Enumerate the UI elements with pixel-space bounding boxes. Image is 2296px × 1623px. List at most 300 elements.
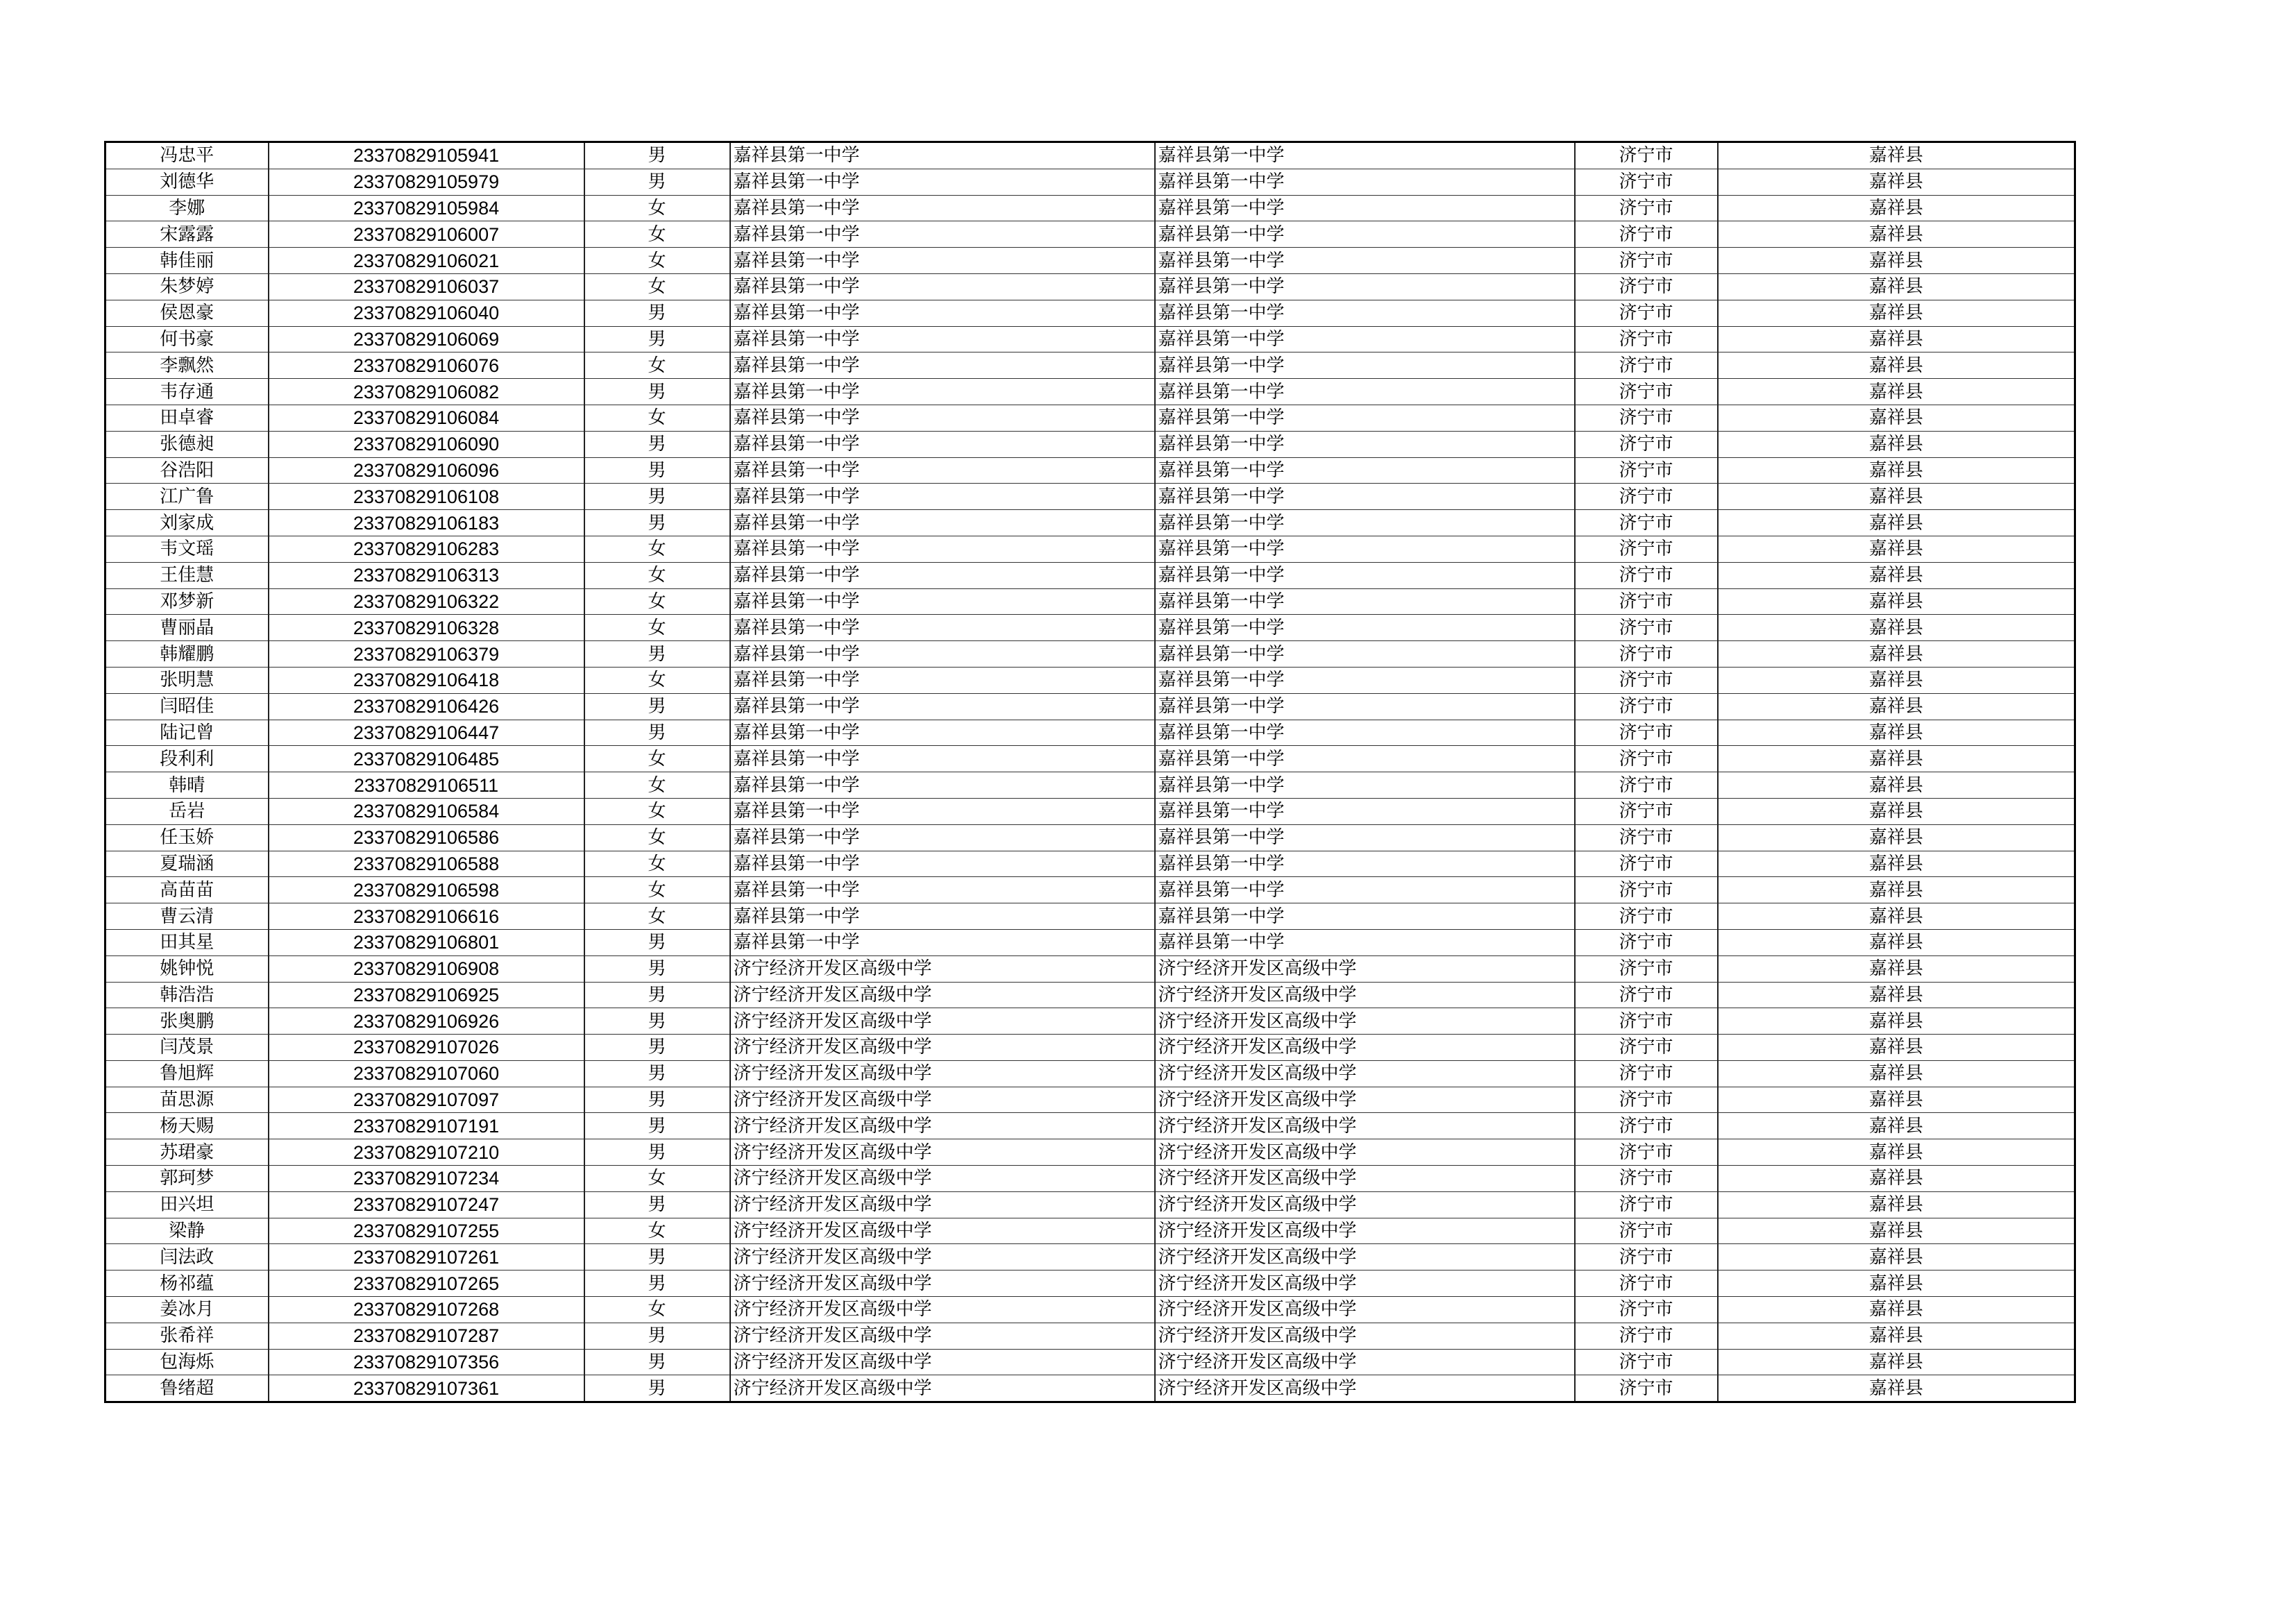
exam-id-cell: 23370829106588 xyxy=(269,851,584,877)
table-row xyxy=(105,772,2075,799)
gender-cell: 男 xyxy=(584,1271,730,1297)
exam-id-cell: 23370829107247 xyxy=(269,1191,584,1218)
gender-cell: 女 xyxy=(584,588,730,615)
exam-site-cell: 济宁经济开发区高级中学 xyxy=(1155,1218,1575,1244)
table-row xyxy=(105,1218,2075,1244)
exam-site-cell: 济宁经济开发区高级中学 xyxy=(1155,1244,1575,1271)
student-name-cell: 田其星 xyxy=(105,929,269,955)
table-row xyxy=(105,1035,2075,1061)
city-cell: 济宁市 xyxy=(1575,273,1718,300)
student-name-cell: 闫昭佳 xyxy=(105,693,269,720)
gender-cell: 女 xyxy=(584,615,730,641)
school-cell: 嘉祥县第一中学 xyxy=(730,720,1155,746)
county-cell: 嘉祥县 xyxy=(1718,824,2075,851)
student-name-cell: 江广鲁 xyxy=(105,484,269,510)
student-name-cell: 刘德华 xyxy=(105,169,269,195)
exam-id-cell: 23370829106183 xyxy=(269,510,584,536)
exam-id-cell: 23370829107026 xyxy=(269,1035,584,1061)
city-cell: 济宁市 xyxy=(1575,1375,1718,1402)
school-cell: 济宁经济开发区高级中学 xyxy=(730,1035,1155,1061)
exam-site-cell: 嘉祥县第一中学 xyxy=(1155,693,1575,720)
student-name-cell: 姚钟悦 xyxy=(105,955,269,982)
gender-cell: 女 xyxy=(584,798,730,824)
school-cell: 嘉祥县第一中学 xyxy=(730,588,1155,615)
exam-id-cell: 23370829107268 xyxy=(269,1297,584,1323)
exam-id-cell: 23370829107097 xyxy=(269,1087,584,1113)
city-cell: 济宁市 xyxy=(1575,1166,1718,1192)
exam-site-cell: 济宁经济开发区高级中学 xyxy=(1155,1113,1575,1139)
county-cell: 嘉祥县 xyxy=(1718,536,2075,562)
exam-id-cell: 23370829106084 xyxy=(269,405,584,431)
exam-id-cell: 23370829107234 xyxy=(269,1166,584,1192)
city-cell: 济宁市 xyxy=(1575,379,1718,405)
exam-id-cell: 23370829106108 xyxy=(269,484,584,510)
table-row xyxy=(105,929,2075,955)
county-cell: 嘉祥县 xyxy=(1718,877,2075,903)
exam-id-cell: 23370829106418 xyxy=(269,667,584,693)
gender-cell: 男 xyxy=(584,1323,730,1349)
county-cell: 嘉祥县 xyxy=(1718,1297,2075,1323)
table-row xyxy=(105,720,2075,746)
exam-site-cell: 嘉祥县第一中学 xyxy=(1155,588,1575,615)
county-cell: 嘉祥县 xyxy=(1718,1218,2075,1244)
school-cell: 嘉祥县第一中学 xyxy=(730,195,1155,221)
student-name-cell: 侯恩豪 xyxy=(105,300,269,326)
county-cell: 嘉祥县 xyxy=(1718,431,2075,457)
exam-site-cell: 嘉祥县第一中学 xyxy=(1155,431,1575,457)
county-cell: 嘉祥县 xyxy=(1718,562,2075,588)
student-name-cell: 何书豪 xyxy=(105,326,269,352)
table-body xyxy=(105,142,2075,1402)
exam-site-cell: 嘉祥县第一中学 xyxy=(1155,824,1575,851)
student-name-cell: 韦文瑶 xyxy=(105,536,269,562)
table-row xyxy=(105,536,2075,562)
gender-cell: 女 xyxy=(584,746,730,772)
gender-cell: 男 xyxy=(584,929,730,955)
table-row xyxy=(105,1139,2075,1166)
county-cell: 嘉祥县 xyxy=(1718,720,2075,746)
school-cell: 嘉祥县第一中学 xyxy=(730,851,1155,877)
school-cell: 嘉祥县第一中学 xyxy=(730,300,1155,326)
county-cell: 嘉祥县 xyxy=(1718,1113,2075,1139)
exam-id-cell: 23370829106313 xyxy=(269,562,584,588)
city-cell: 济宁市 xyxy=(1575,536,1718,562)
student-name-cell: 张奥鹏 xyxy=(105,1008,269,1035)
school-cell: 嘉祥县第一中学 xyxy=(730,667,1155,693)
school-cell: 济宁经济开发区高级中学 xyxy=(730,1087,1155,1113)
county-cell: 嘉祥县 xyxy=(1718,693,2075,720)
school-cell: 嘉祥县第一中学 xyxy=(730,929,1155,955)
county-cell: 嘉祥县 xyxy=(1718,851,2075,877)
county-cell: 嘉祥县 xyxy=(1718,1349,2075,1375)
city-cell: 济宁市 xyxy=(1575,1087,1718,1113)
city-cell: 济宁市 xyxy=(1575,746,1718,772)
county-cell: 嘉祥县 xyxy=(1718,326,2075,352)
county-cell: 嘉祥县 xyxy=(1718,221,2075,248)
gender-cell: 男 xyxy=(584,641,730,668)
city-cell: 济宁市 xyxy=(1575,352,1718,379)
student-name-cell: 宋露露 xyxy=(105,221,269,248)
school-cell: 济宁经济开发区高级中学 xyxy=(730,1166,1155,1192)
county-cell: 嘉祥县 xyxy=(1718,484,2075,510)
exam-site-cell: 嘉祥县第一中学 xyxy=(1155,615,1575,641)
city-cell: 济宁市 xyxy=(1575,929,1718,955)
gender-cell: 女 xyxy=(584,1218,730,1244)
gender-cell: 男 xyxy=(584,300,730,326)
school-cell: 济宁经济开发区高级中学 xyxy=(730,1349,1155,1375)
city-cell: 济宁市 xyxy=(1575,720,1718,746)
exam-id-cell: 23370829106328 xyxy=(269,615,584,641)
city-cell: 济宁市 xyxy=(1575,431,1718,457)
table-row xyxy=(105,851,2075,877)
exam-site-cell: 嘉祥县第一中学 xyxy=(1155,169,1575,195)
county-cell: 嘉祥县 xyxy=(1718,955,2075,982)
county-cell: 嘉祥县 xyxy=(1718,982,2075,1008)
table-row xyxy=(105,326,2075,352)
school-cell: 嘉祥县第一中学 xyxy=(730,221,1155,248)
gender-cell: 女 xyxy=(584,352,730,379)
student-name-cell: 张明慧 xyxy=(105,667,269,693)
table-row xyxy=(105,1271,2075,1297)
city-cell: 济宁市 xyxy=(1575,326,1718,352)
gender-cell: 女 xyxy=(584,824,730,851)
exam-id-cell: 23370829105979 xyxy=(269,169,584,195)
student-name-cell: 夏瑞涵 xyxy=(105,851,269,877)
exam-site-cell: 济宁经济开发区高级中学 xyxy=(1155,1008,1575,1035)
exam-id-cell: 23370829106379 xyxy=(269,641,584,668)
table-row xyxy=(105,457,2075,484)
student-name-cell: 梁静 xyxy=(105,1218,269,1244)
student-name-cell: 杨天赐 xyxy=(105,1113,269,1139)
table-row xyxy=(105,300,2075,326)
exam-site-cell: 济宁经济开发区高级中学 xyxy=(1155,1323,1575,1349)
exam-id-cell: 23370829106426 xyxy=(269,693,584,720)
gender-cell: 女 xyxy=(584,195,730,221)
city-cell: 济宁市 xyxy=(1575,877,1718,903)
exam-id-cell: 23370829106584 xyxy=(269,798,584,824)
exam-id-cell: 23370829107287 xyxy=(269,1323,584,1349)
school-cell: 嘉祥县第一中学 xyxy=(730,405,1155,431)
student-name-cell: 曹云清 xyxy=(105,903,269,930)
exam-id-cell: 23370829106511 xyxy=(269,772,584,799)
exam-id-cell: 23370829106447 xyxy=(269,720,584,746)
table-row xyxy=(105,405,2075,431)
city-cell: 济宁市 xyxy=(1575,851,1718,877)
exam-id-cell: 23370829106007 xyxy=(269,221,584,248)
gender-cell: 男 xyxy=(584,1008,730,1035)
city-cell: 济宁市 xyxy=(1575,1008,1718,1035)
student-name-cell: 刘家成 xyxy=(105,510,269,536)
school-cell: 嘉祥县第一中学 xyxy=(730,693,1155,720)
exam-site-cell: 济宁经济开发区高级中学 xyxy=(1155,1166,1575,1192)
student-name-cell: 田兴坦 xyxy=(105,1191,269,1218)
county-cell: 嘉祥县 xyxy=(1718,772,2075,799)
city-cell: 济宁市 xyxy=(1575,824,1718,851)
exam-site-cell: 嘉祥县第一中学 xyxy=(1155,536,1575,562)
school-cell: 嘉祥县第一中学 xyxy=(730,536,1155,562)
gender-cell: 男 xyxy=(584,982,730,1008)
table-row xyxy=(105,484,2075,510)
exam-site-cell: 嘉祥县第一中学 xyxy=(1155,746,1575,772)
city-cell: 济宁市 xyxy=(1575,1271,1718,1297)
exam-id-cell: 23370829106076 xyxy=(269,352,584,379)
student-name-cell: 李飘然 xyxy=(105,352,269,379)
table-row xyxy=(105,1349,2075,1375)
table-row xyxy=(105,510,2075,536)
table-row xyxy=(105,955,2075,982)
school-cell: 嘉祥县第一中学 xyxy=(730,877,1155,903)
gender-cell: 男 xyxy=(584,1139,730,1166)
table-row xyxy=(105,877,2075,903)
table-row xyxy=(105,248,2075,274)
city-cell: 济宁市 xyxy=(1575,641,1718,668)
exam-site-cell: 嘉祥县第一中学 xyxy=(1155,379,1575,405)
school-cell: 嘉祥县第一中学 xyxy=(730,431,1155,457)
table-row xyxy=(105,1087,2075,1113)
city-cell: 济宁市 xyxy=(1575,955,1718,982)
table-row xyxy=(105,693,2075,720)
county-cell: 嘉祥县 xyxy=(1718,457,2075,484)
table-row xyxy=(105,562,2075,588)
student-name-cell: 陆记曾 xyxy=(105,720,269,746)
gender-cell: 女 xyxy=(584,1166,730,1192)
city-cell: 济宁市 xyxy=(1575,457,1718,484)
school-cell: 嘉祥县第一中学 xyxy=(730,484,1155,510)
city-cell: 济宁市 xyxy=(1575,169,1718,195)
exam-site-cell: 嘉祥县第一中学 xyxy=(1155,798,1575,824)
exam-site-cell: 嘉祥县第一中学 xyxy=(1155,300,1575,326)
student-name-cell: 李娜 xyxy=(105,195,269,221)
county-cell: 嘉祥县 xyxy=(1718,352,2075,379)
school-cell: 济宁经济开发区高级中学 xyxy=(730,1139,1155,1166)
exam-id-cell: 23370829106322 xyxy=(269,588,584,615)
student-name-cell: 闫茂景 xyxy=(105,1035,269,1061)
table-row xyxy=(105,221,2075,248)
exam-id-cell: 23370829107210 xyxy=(269,1139,584,1166)
gender-cell: 男 xyxy=(584,484,730,510)
county-cell: 嘉祥县 xyxy=(1718,588,2075,615)
table-row xyxy=(105,667,2075,693)
table-row xyxy=(105,1191,2075,1218)
student-name-cell: 任玉娇 xyxy=(105,824,269,851)
exam-id-cell: 23370829106616 xyxy=(269,903,584,930)
city-cell: 济宁市 xyxy=(1575,300,1718,326)
school-cell: 济宁经济开发区高级中学 xyxy=(730,1244,1155,1271)
table-row xyxy=(105,903,2075,930)
gender-cell: 女 xyxy=(584,405,730,431)
county-cell: 嘉祥县 xyxy=(1718,1166,2075,1192)
gender-cell: 男 xyxy=(584,1087,730,1113)
exam-id-cell: 23370829107265 xyxy=(269,1271,584,1297)
student-name-cell: 谷浩阳 xyxy=(105,457,269,484)
city-cell: 济宁市 xyxy=(1575,903,1718,930)
table-row xyxy=(105,169,2075,195)
student-list-table xyxy=(104,141,2076,1403)
city-cell: 济宁市 xyxy=(1575,798,1718,824)
exam-site-cell: 嘉祥县第一中学 xyxy=(1155,273,1575,300)
exam-site-cell: 嘉祥县第一中学 xyxy=(1155,667,1575,693)
student-name-cell: 韦存通 xyxy=(105,379,269,405)
city-cell: 济宁市 xyxy=(1575,405,1718,431)
table-row xyxy=(105,1008,2075,1035)
gender-cell: 女 xyxy=(584,851,730,877)
city-cell: 济宁市 xyxy=(1575,615,1718,641)
city-cell: 济宁市 xyxy=(1575,562,1718,588)
exam-site-cell: 济宁经济开发区高级中学 xyxy=(1155,955,1575,982)
county-cell: 嘉祥县 xyxy=(1718,798,2075,824)
county-cell: 嘉祥县 xyxy=(1718,641,2075,668)
table-row xyxy=(105,1297,2075,1323)
table-row xyxy=(105,798,2075,824)
county-cell: 嘉祥县 xyxy=(1718,1271,2075,1297)
school-cell: 嘉祥县第一中学 xyxy=(730,352,1155,379)
exam-id-cell: 23370829106908 xyxy=(269,955,584,982)
exam-id-cell: 23370829106586 xyxy=(269,824,584,851)
exam-site-cell: 济宁经济开发区高级中学 xyxy=(1155,1191,1575,1218)
gender-cell: 男 xyxy=(584,1349,730,1375)
student-name-cell: 段利利 xyxy=(105,746,269,772)
student-name-cell: 鲁旭辉 xyxy=(105,1060,269,1087)
student-name-cell: 杨祁蕴 xyxy=(105,1271,269,1297)
exam-id-cell: 23370829106801 xyxy=(269,929,584,955)
student-name-cell: 闫法政 xyxy=(105,1244,269,1271)
gender-cell: 男 xyxy=(584,1060,730,1087)
gender-cell: 女 xyxy=(584,248,730,274)
exam-site-cell: 嘉祥县第一中学 xyxy=(1155,903,1575,930)
student-name-cell: 韩晴 xyxy=(105,772,269,799)
student-name-cell: 张希祥 xyxy=(105,1323,269,1349)
county-cell: 嘉祥县 xyxy=(1718,667,2075,693)
student-name-cell: 张德昶 xyxy=(105,431,269,457)
county-cell: 嘉祥县 xyxy=(1718,1244,2075,1271)
gender-cell: 男 xyxy=(584,1035,730,1061)
county-cell: 嘉祥县 xyxy=(1718,1375,2075,1402)
gender-cell: 男 xyxy=(584,379,730,405)
table-row xyxy=(105,379,2075,405)
county-cell: 嘉祥县 xyxy=(1718,1008,2075,1035)
exam-id-cell: 23370829106598 xyxy=(269,877,584,903)
gender-cell: 男 xyxy=(584,457,730,484)
city-cell: 济宁市 xyxy=(1575,1244,1718,1271)
exam-site-cell: 嘉祥县第一中学 xyxy=(1155,484,1575,510)
exam-id-cell: 23370829107255 xyxy=(269,1218,584,1244)
gender-cell: 女 xyxy=(584,772,730,799)
city-cell: 济宁市 xyxy=(1575,1218,1718,1244)
student-name-cell: 冯忠平 xyxy=(105,142,269,169)
exam-site-cell: 嘉祥县第一中学 xyxy=(1155,929,1575,955)
gender-cell: 女 xyxy=(584,667,730,693)
table-row xyxy=(105,1375,2075,1402)
exam-id-cell: 23370829106021 xyxy=(269,248,584,274)
exam-site-cell: 济宁经济开发区高级中学 xyxy=(1155,1087,1575,1113)
exam-site-cell: 嘉祥县第一中学 xyxy=(1155,352,1575,379)
exam-site-cell: 济宁经济开发区高级中学 xyxy=(1155,1297,1575,1323)
city-cell: 济宁市 xyxy=(1575,693,1718,720)
table-row xyxy=(105,641,2075,668)
exam-id-cell: 23370829106925 xyxy=(269,982,584,1008)
city-cell: 济宁市 xyxy=(1575,1323,1718,1349)
exam-site-cell: 嘉祥县第一中学 xyxy=(1155,221,1575,248)
city-cell: 济宁市 xyxy=(1575,221,1718,248)
county-cell: 嘉祥县 xyxy=(1718,1139,2075,1166)
exam-site-cell: 嘉祥县第一中学 xyxy=(1155,405,1575,431)
exam-id-cell: 23370829107356 xyxy=(269,1349,584,1375)
county-cell: 嘉祥县 xyxy=(1718,1087,2075,1113)
school-cell: 嘉祥县第一中学 xyxy=(730,379,1155,405)
school-cell: 嘉祥县第一中学 xyxy=(730,326,1155,352)
exam-site-cell: 嘉祥县第一中学 xyxy=(1155,142,1575,169)
exam-site-cell: 嘉祥县第一中学 xyxy=(1155,562,1575,588)
city-cell: 济宁市 xyxy=(1575,510,1718,536)
city-cell: 济宁市 xyxy=(1575,588,1718,615)
student-name-cell: 高苗苗 xyxy=(105,877,269,903)
county-cell: 嘉祥县 xyxy=(1718,1035,2075,1061)
school-cell: 嘉祥县第一中学 xyxy=(730,248,1155,274)
city-cell: 济宁市 xyxy=(1575,195,1718,221)
city-cell: 济宁市 xyxy=(1575,1035,1718,1061)
school-cell: 嘉祥县第一中学 xyxy=(730,169,1155,195)
exam-site-cell: 嘉祥县第一中学 xyxy=(1155,510,1575,536)
table-row xyxy=(105,1166,2075,1192)
county-cell: 嘉祥县 xyxy=(1718,142,2075,169)
school-cell: 济宁经济开发区高级中学 xyxy=(730,1060,1155,1087)
exam-site-cell: 嘉祥县第一中学 xyxy=(1155,195,1575,221)
county-cell: 嘉祥县 xyxy=(1718,169,2075,195)
school-cell: 嘉祥县第一中学 xyxy=(730,273,1155,300)
gender-cell: 女 xyxy=(584,273,730,300)
gender-cell: 男 xyxy=(584,720,730,746)
exam-id-cell: 23370829106485 xyxy=(269,746,584,772)
gender-cell: 女 xyxy=(584,536,730,562)
gender-cell: 男 xyxy=(584,1113,730,1139)
county-cell: 嘉祥县 xyxy=(1718,746,2075,772)
city-cell: 济宁市 xyxy=(1575,248,1718,274)
exam-site-cell: 嘉祥县第一中学 xyxy=(1155,851,1575,877)
county-cell: 嘉祥县 xyxy=(1718,615,2075,641)
city-cell: 济宁市 xyxy=(1575,982,1718,1008)
table-row xyxy=(105,1244,2075,1271)
exam-id-cell: 23370829106096 xyxy=(269,457,584,484)
exam-id-cell: 23370829105984 xyxy=(269,195,584,221)
student-name-cell: 姜冰月 xyxy=(105,1297,269,1323)
school-cell: 嘉祥县第一中学 xyxy=(730,798,1155,824)
school-cell: 嘉祥县第一中学 xyxy=(730,562,1155,588)
school-cell: 嘉祥县第一中学 xyxy=(730,824,1155,851)
city-cell: 济宁市 xyxy=(1575,484,1718,510)
school-cell: 嘉祥县第一中学 xyxy=(730,772,1155,799)
gender-cell: 男 xyxy=(584,693,730,720)
county-cell: 嘉祥县 xyxy=(1718,273,2075,300)
county-cell: 嘉祥县 xyxy=(1718,929,2075,955)
county-cell: 嘉祥县 xyxy=(1718,1060,2075,1087)
school-cell: 嘉祥县第一中学 xyxy=(730,746,1155,772)
school-cell: 嘉祥县第一中学 xyxy=(730,142,1155,169)
city-cell: 济宁市 xyxy=(1575,1113,1718,1139)
exam-id-cell: 23370829106283 xyxy=(269,536,584,562)
gender-cell: 男 xyxy=(584,1191,730,1218)
exam-id-cell: 23370829106090 xyxy=(269,431,584,457)
school-cell: 济宁经济开发区高级中学 xyxy=(730,1297,1155,1323)
table-row xyxy=(105,142,2075,169)
table-row xyxy=(105,273,2075,300)
gender-cell: 男 xyxy=(584,1375,730,1402)
exam-site-cell: 济宁经济开发区高级中学 xyxy=(1155,1349,1575,1375)
county-cell: 嘉祥县 xyxy=(1718,248,2075,274)
student-name-cell: 岳岩 xyxy=(105,798,269,824)
exam-site-cell: 济宁经济开发区高级中学 xyxy=(1155,1139,1575,1166)
table-row xyxy=(105,824,2075,851)
table-row xyxy=(105,1323,2075,1349)
